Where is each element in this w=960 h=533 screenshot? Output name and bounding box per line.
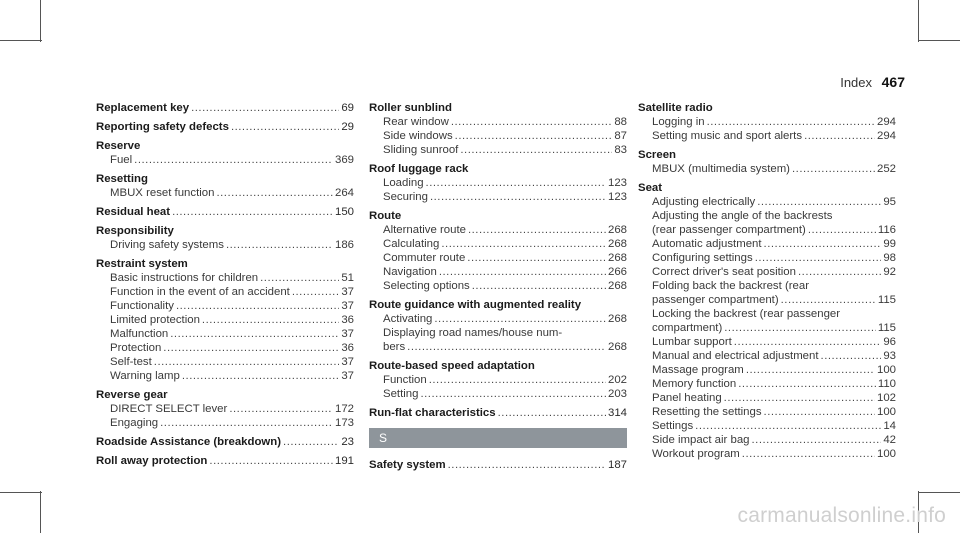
- index-subentry[interactable]: [96, 327, 354, 341]
- index-subentry-text: Workout program: [652, 448, 740, 460]
- dot-leader: [172, 205, 333, 219]
- index-subentry-text: Self-test: [110, 356, 152, 368]
- index-subentry[interactable]: [638, 162, 896, 176]
- index-subentry-page: 36: [341, 314, 354, 326]
- index-subentry-text: Logging in: [652, 116, 705, 128]
- index-subentry-text: bers: [383, 341, 406, 353]
- index-subentry[interactable]: [638, 115, 896, 129]
- index-subentry-page: 116: [877, 224, 896, 236]
- index-entry: [369, 101, 627, 157]
- index-main-entry-text: Residual heat: [96, 206, 171, 218]
- dot-leader: [498, 406, 606, 420]
- index-main-entry[interactable]: [96, 454, 354, 468]
- index-subentry[interactable]: [96, 313, 354, 327]
- index-heading: [369, 101, 627, 115]
- index-subentry-text: Alternative route: [383, 224, 466, 236]
- index-entry: [96, 454, 354, 468]
- index-subentry-text: Function: [383, 374, 427, 386]
- index-subentry-line: Locking the backrest (rear passenger: [652, 308, 841, 320]
- index-subentry[interactable]: [96, 285, 354, 299]
- index-subentry-page: 99: [883, 238, 896, 250]
- index-subentry[interactable]: [638, 433, 896, 447]
- index-heading-text: Reserve: [96, 140, 141, 152]
- index-subentry[interactable]: [638, 251, 896, 265]
- index-subentry-page: 37: [341, 328, 354, 340]
- dot-leader: [808, 223, 876, 237]
- index-subentry-line: Displaying road names/house num-: [383, 327, 563, 339]
- crop-mark: [40, 491, 41, 533]
- index-heading: [638, 148, 896, 162]
- index-main-entry[interactable]: [96, 435, 354, 449]
- index-entry: [638, 148, 896, 176]
- index-subentry[interactable]: [96, 355, 354, 369]
- dot-leader: [451, 115, 612, 129]
- dot-leader: [821, 349, 882, 363]
- index-subentry-text: Loading: [383, 177, 424, 189]
- header-label: Index: [840, 75, 873, 90]
- section-letter-bar: S: [369, 428, 627, 448]
- dot-leader: [468, 223, 606, 237]
- index-main-entry[interactable]: [369, 406, 627, 420]
- index-subentry-text: Memory function: [652, 378, 737, 390]
- index-subentry-page: 115: [877, 322, 896, 334]
- index-heading-text: Route-based speed adaptation: [369, 360, 535, 372]
- index-heading: [369, 209, 627, 223]
- index-main-entry-text: Replacement key: [96, 102, 190, 114]
- index-subentry-page: 100: [876, 364, 896, 376]
- index-entry: [96, 224, 354, 252]
- index-subentry-text: Navigation: [383, 266, 437, 278]
- index-entry: [96, 435, 354, 449]
- index-subentry[interactable]: [369, 176, 627, 190]
- index-subentry-text: (rear passenger compartment): [652, 224, 806, 236]
- index-entry: [96, 388, 354, 430]
- index-subentry[interactable]: [638, 447, 896, 461]
- index-subentry-text: passenger compartment): [652, 294, 779, 306]
- index-subentry-text: Settings: [652, 420, 694, 432]
- dot-leader: [724, 321, 876, 335]
- index-heading: [96, 139, 354, 153]
- watermark: carmanualsonline.info: [737, 504, 946, 527]
- index-subentry-text: Selecting options: [383, 280, 470, 292]
- index-main-entry-page: 23: [341, 436, 354, 448]
- index-heading-text: Responsibility: [96, 225, 174, 237]
- crop-mark: [40, 0, 41, 42]
- index-subentry-page: 369: [334, 154, 354, 166]
- dot-leader: [448, 458, 606, 472]
- index-subentry-page: 36: [341, 342, 354, 354]
- dot-leader: [163, 341, 339, 355]
- dot-leader: [695, 419, 881, 433]
- index-subentry-page: 123: [607, 191, 627, 203]
- dot-leader: [283, 435, 339, 449]
- dot-leader: [226, 238, 333, 252]
- index-heading-text: Restraint system: [96, 258, 188, 270]
- index-subentry[interactable]: [96, 271, 354, 285]
- index-heading: [369, 162, 627, 176]
- index-subentry-text: Engaging: [110, 417, 159, 429]
- index-subentry-page: 115: [877, 294, 896, 306]
- index-subentry-page: 87: [614, 130, 627, 142]
- index-subentry-text: Driving safety systems: [110, 239, 224, 251]
- dot-leader: [292, 285, 339, 299]
- index-main-entry-page: 314: [607, 407, 627, 419]
- index-subentry[interactable]: [369, 251, 627, 265]
- index-subentry-page: 96: [883, 336, 896, 348]
- dot-leader: [430, 190, 606, 204]
- index-subentry[interactable]: [369, 237, 627, 251]
- dot-leader: [202, 313, 339, 327]
- index-subentry-page: 37: [341, 356, 354, 368]
- index-subentry-text: Manual and electrical adjustment: [652, 350, 819, 362]
- index-entry: [96, 257, 354, 383]
- dot-leader: [467, 251, 606, 265]
- index-subentry[interactable]: [638, 237, 896, 251]
- dot-leader: [160, 416, 333, 430]
- index-subentry-page: 268: [607, 238, 627, 250]
- index-subentry-page: 266: [607, 266, 627, 278]
- page-header: [840, 74, 905, 90]
- index-subentry-line: Adjusting the angle of the backrests: [652, 210, 833, 222]
- index-entry: [96, 120, 354, 134]
- index-subentry-text: MBUX reset function: [110, 187, 215, 199]
- index-subentry[interactable]: [96, 186, 354, 200]
- index-subentry-text: Resetting the settings: [652, 406, 762, 418]
- index-subentry[interactable]: [638, 363, 896, 377]
- dot-leader: [764, 405, 875, 419]
- index-main-entry-page: 29: [341, 121, 354, 133]
- index-subentry-page: 83: [614, 144, 627, 156]
- index-entry: [96, 101, 354, 115]
- index-subentry[interactable]: [638, 293, 896, 307]
- dot-leader: [154, 355, 340, 369]
- page-number: 467: [881, 74, 905, 90]
- crop-mark: [0, 40, 42, 41]
- index-subentry-text: Activating: [383, 313, 433, 325]
- dot-leader: [407, 340, 606, 354]
- dot-leader: [260, 271, 339, 285]
- crop-mark: [918, 40, 960, 41]
- index-subentry[interactable]: [96, 299, 354, 313]
- index-column-2: [369, 101, 627, 477]
- index-subentry-page: 98: [883, 252, 896, 264]
- index-heading-text: Seat: [638, 182, 663, 194]
- dot-leader: [134, 153, 333, 167]
- index-heading-text: Resetting: [96, 173, 148, 185]
- index-main-entry-page: 150: [334, 206, 354, 218]
- index-subentry-text: Sliding sunroof: [383, 144, 459, 156]
- dot-leader: [742, 447, 875, 461]
- index-subentry[interactable]: [369, 223, 627, 237]
- index-subentry-text: Setting: [383, 388, 419, 400]
- dot-leader: [792, 162, 875, 176]
- index-subentry[interactable]: [369, 373, 627, 387]
- index-subentry-text: Automatic adjustment: [652, 238, 762, 250]
- index-entry: [369, 162, 627, 204]
- index-main-entry-page: 191: [334, 455, 354, 467]
- index-subentry[interactable]: [638, 129, 896, 143]
- index-subentry-page: 173: [334, 417, 354, 429]
- index-heading-text: Roller sunblind: [369, 102, 452, 114]
- index-subentry-text: compartment): [652, 322, 723, 334]
- dot-leader: [724, 391, 875, 405]
- index-subentry[interactable]: [638, 321, 896, 335]
- index-subentry[interactable]: [638, 195, 896, 209]
- index-subentry-text: Securing: [383, 191, 428, 203]
- index-subentry-page: 268: [607, 280, 627, 292]
- index-subentry-page: 264: [334, 187, 354, 199]
- index-heading: [369, 298, 627, 312]
- dot-leader: [439, 265, 606, 279]
- index-subentry-text: Configuring settings: [652, 252, 753, 264]
- index-subentry[interactable]: [638, 265, 896, 279]
- index-subentry-page: 268: [607, 341, 627, 353]
- index-subentry-text: MBUX (multimedia system): [652, 163, 790, 175]
- index-subentry-text: Basic instructions for children: [110, 272, 259, 284]
- index-entry: [369, 458, 627, 472]
- index-subentry-page: 294: [876, 116, 896, 128]
- index-heading-text: Reverse gear: [96, 389, 168, 401]
- dot-leader: [455, 129, 613, 143]
- index-heading: [96, 224, 354, 238]
- index-subentry-text: Correct driver's seat position: [652, 266, 796, 278]
- dot-leader: [426, 176, 606, 190]
- index-subentry-text: Malfunction: [110, 328, 169, 340]
- index-main-entry-page: 69: [341, 102, 354, 114]
- index-subentry-page: 186: [334, 239, 354, 251]
- index-subentry-text: Commuter route: [383, 252, 466, 264]
- index-main-entry[interactable]: [369, 458, 627, 472]
- index-subentry-page: 37: [341, 300, 354, 312]
- index-subentry-page: 92: [883, 266, 896, 278]
- dot-leader: [191, 101, 339, 115]
- dot-leader: [420, 387, 606, 401]
- index-subentry-text: Side impact air bag: [652, 434, 750, 446]
- index-main-entry[interactable]: [96, 205, 354, 219]
- index-subentry-text: Lumbar support: [652, 336, 732, 348]
- index-entry: [369, 359, 627, 401]
- index-main-entry[interactable]: [96, 120, 354, 134]
- index-subentry-text: Rear window: [383, 116, 449, 128]
- index-main-entry-text: Run-flat characteristics: [369, 407, 496, 419]
- index-subentry-page: 14: [883, 420, 896, 432]
- index-subentry[interactable]: [369, 340, 627, 354]
- index-entry: [96, 139, 354, 167]
- index-heading: [369, 359, 627, 373]
- index-subentry[interactable]: [638, 419, 896, 433]
- index-heading: [638, 101, 896, 115]
- index-subentry[interactable]: [96, 341, 354, 355]
- index-subentry-page: 252: [876, 163, 896, 175]
- dot-leader: [176, 299, 339, 313]
- index-subentry[interactable]: [96, 369, 354, 383]
- index-heading-text: Satellite radio: [638, 102, 713, 114]
- index-main-entry-text: Safety system: [369, 459, 446, 471]
- dot-leader: [757, 195, 881, 209]
- index-subentry-page: 268: [607, 252, 627, 264]
- index-subentry-page: 93: [883, 350, 896, 362]
- index-main-entry-text: Roll away protection: [96, 455, 208, 467]
- index-subentry-page: 88: [614, 116, 627, 128]
- index-subentry-page: 100: [876, 448, 896, 460]
- index-column-3: [638, 101, 896, 466]
- dot-leader: [738, 377, 876, 391]
- dot-leader: [734, 335, 882, 349]
- index-subentry-page: 110: [877, 378, 896, 390]
- index-subentry[interactable]: [369, 387, 627, 401]
- dot-leader: [472, 279, 606, 293]
- index-entry: [369, 298, 627, 354]
- dot-leader: [707, 115, 875, 129]
- dot-leader: [752, 433, 882, 447]
- index-subentry-page: 102: [876, 392, 896, 404]
- index-entry: [369, 209, 627, 293]
- dot-leader: [182, 369, 339, 383]
- index-subentry-text: Setting music and sport alerts: [652, 130, 803, 142]
- index-main-entry-page: 187: [607, 459, 627, 471]
- index-heading: [638, 181, 896, 195]
- index-subentry-page: 100: [876, 406, 896, 418]
- index-main-entry[interactable]: [96, 101, 354, 115]
- index-subentry-line: Folding back the backrest (rear: [652, 280, 810, 292]
- crop-mark: [0, 492, 42, 493]
- index-subentry[interactable]: [369, 190, 627, 204]
- dot-leader: [216, 186, 333, 200]
- dot-leader: [781, 293, 876, 307]
- index-subentry-page: 42: [883, 434, 896, 446]
- index-subentry[interactable]: [369, 129, 627, 143]
- index-entry: [96, 172, 354, 200]
- index-heading: [96, 388, 354, 402]
- index-subentry-text: Warning lamp: [110, 370, 180, 382]
- index-main-entry-text: Reporting safety defects: [96, 121, 229, 133]
- index-main-entry-text: Roadside Assistance (breakdown): [96, 436, 282, 448]
- index-subentry-text: Functionality: [110, 300, 174, 312]
- index-subentry-text: Protection: [110, 342, 162, 354]
- index-heading-text: Roof luggage rack: [369, 163, 469, 175]
- dot-leader: [798, 265, 881, 279]
- dot-leader: [764, 237, 882, 251]
- index-heading-text: Route guidance with augmented reality: [369, 299, 582, 311]
- dot-leader: [170, 327, 339, 341]
- index-subentry-page: 95: [883, 196, 896, 208]
- index-entry: [638, 101, 896, 143]
- index-subentry-text: Side windows: [383, 130, 453, 142]
- index-entry: [96, 205, 354, 219]
- index-subentry-page: 268: [607, 313, 627, 325]
- index-subentry-text: Function in the event of an accident: [110, 286, 290, 298]
- dot-leader: [460, 143, 612, 157]
- index-subentry-page: 202: [607, 374, 627, 386]
- index-subentry-text: Massage program: [652, 364, 744, 376]
- index-subentry[interactable]: [638, 349, 896, 363]
- dot-leader: [429, 373, 606, 387]
- index-subentry[interactable]: [369, 279, 627, 293]
- dot-leader: [229, 402, 333, 416]
- index-subentry[interactable]: [96, 153, 354, 167]
- index-subentry[interactable]: [96, 402, 354, 416]
- index-subentry-text: DIRECT SELECT lever: [110, 403, 228, 415]
- index-heading: [96, 257, 354, 271]
- dot-leader: [434, 312, 606, 326]
- index-subentry[interactable]: [638, 377, 896, 391]
- index-subentry-page: 294: [876, 130, 896, 142]
- index-subentry-text: Fuel: [110, 154, 133, 166]
- index-subentry-text: Panel heating: [652, 392, 722, 404]
- index-subentry-page: 203: [607, 388, 627, 400]
- index-subentry-page: 37: [341, 370, 354, 382]
- index-column-1: [96, 101, 354, 473]
- index-heading: [96, 172, 354, 186]
- dot-leader: [231, 120, 339, 134]
- index-subentry[interactable]: [96, 238, 354, 252]
- index-subentry[interactable]: [96, 416, 354, 430]
- crop-mark: [918, 0, 919, 42]
- index-subentry[interactable]: [369, 143, 627, 157]
- dot-leader: [804, 129, 875, 143]
- index-subentry-page: 37: [341, 286, 354, 298]
- dot-leader: [746, 363, 875, 377]
- index-subentry-text: Limited protection: [110, 314, 200, 326]
- index-subentry[interactable]: [638, 335, 896, 349]
- dot-leader: [441, 237, 606, 251]
- index-heading-text: Screen: [638, 149, 676, 161]
- index-entry: [369, 406, 627, 420]
- index-subentry[interactable]: [638, 405, 896, 419]
- dot-leader: [209, 454, 333, 468]
- index-entry: [638, 181, 896, 461]
- index-subentry-page: 123: [607, 177, 627, 189]
- index-subentry-page: 51: [341, 272, 354, 284]
- index-subentry[interactable]: [369, 265, 627, 279]
- index-subentry-text: Adjusting electrically: [652, 196, 756, 208]
- index-heading-text: Route: [369, 210, 402, 222]
- index-subentry-text: Calculating: [383, 238, 440, 250]
- index-subentry-page: 172: [334, 403, 354, 415]
- crop-mark: [918, 492, 960, 493]
- index-subentry[interactable]: [638, 391, 896, 405]
- dot-leader: [755, 251, 882, 265]
- index-subentry[interactable]: [638, 223, 896, 237]
- index-subentry-page: 268: [607, 224, 627, 236]
- index-subentry[interactable]: [369, 115, 627, 129]
- index-subentry[interactable]: [369, 312, 627, 326]
